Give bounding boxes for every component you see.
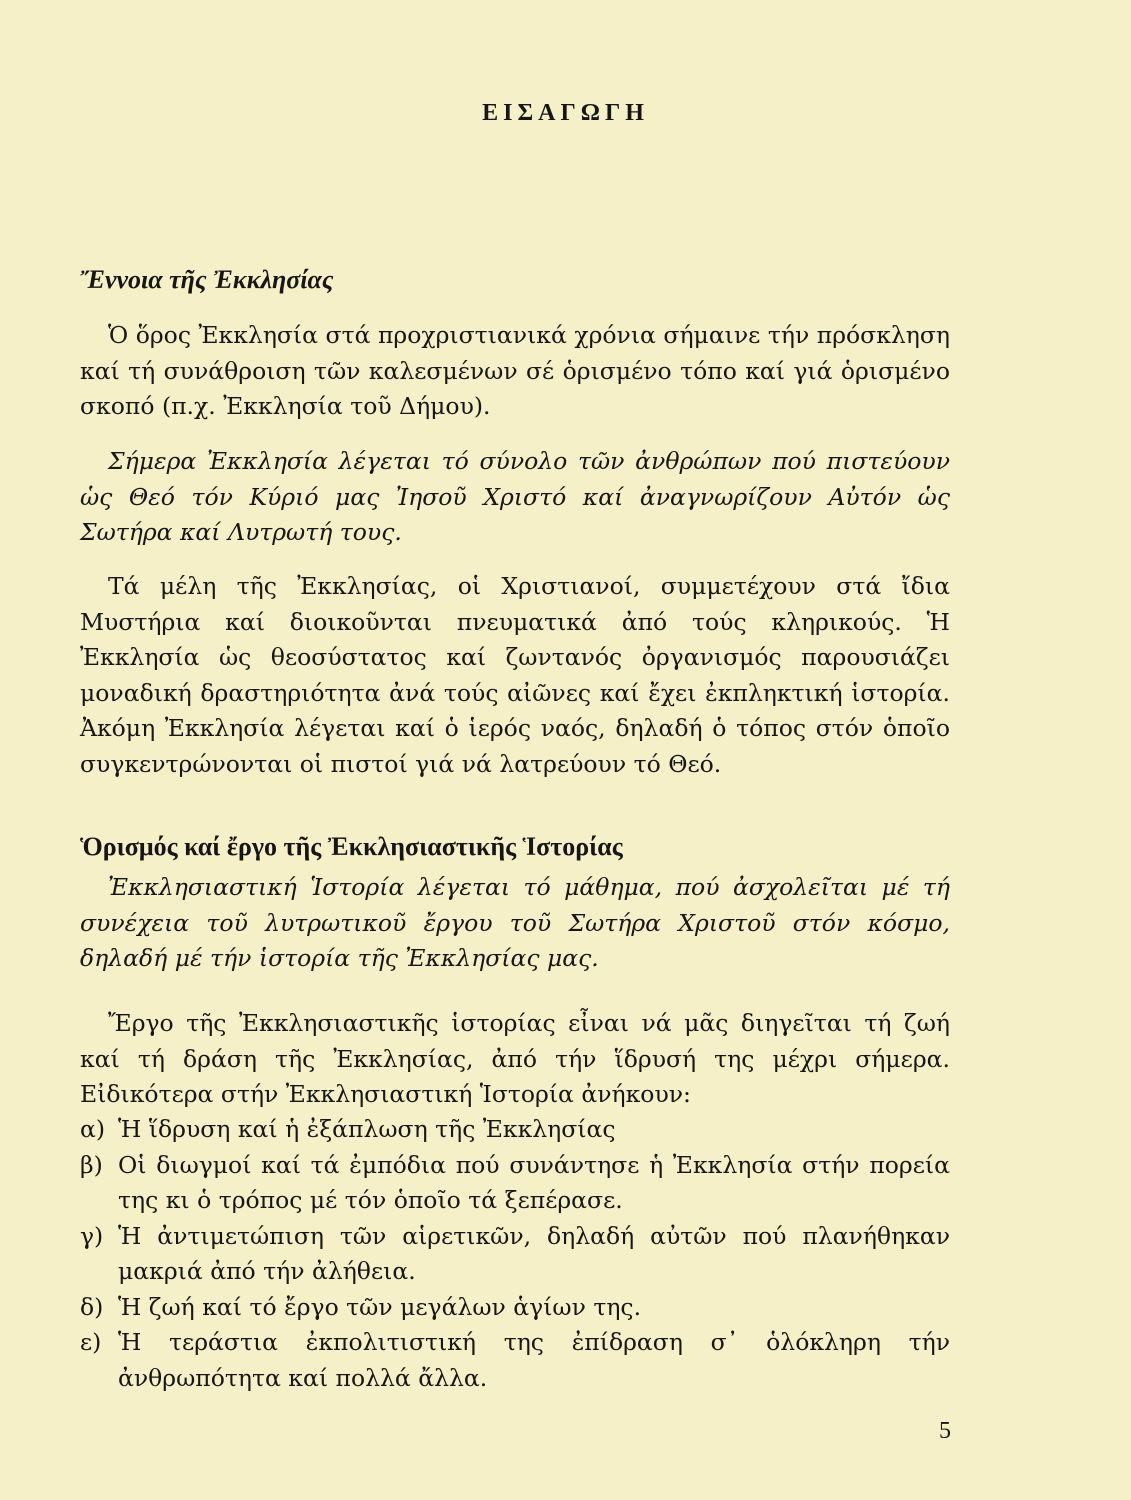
list-item	[80, 1290, 950, 1326]
list-item	[80, 1325, 950, 1396]
list-marker: α)	[80, 1115, 106, 1143]
list-marker: γ)	[80, 1221, 104, 1250]
list-item-text: Ἡ ἀντιμετώπιση τῶν αἱρετικῶν, δηλαδή αὐτῶν πού πλανήθηκαν μακριά ἀπό τήν ἀλήθεια.	[118, 1221, 950, 1285]
list-item	[80, 1219, 950, 1290]
list-item-text: Ἡ ζωή καί τό ἔργο τῶν μεγάλων ἁγίων της.	[118, 1292, 642, 1321]
paragraph-church-today: Σήμερα Ἐκκλησία λέγεται τό σύνολο τῶν ἀνθρώπων πού πιστεύουν ὡς Θεό τόν Κύριό μας Ἰησοῦ Χριστό καί ἀναγνωρίζουν Αὐτόν ὡς Σωτήρα καί Λυτρωτή τους.	[80, 447, 950, 546]
list-item-text: Ἡ ἵδρυση καί ἡ ἐξάπλωση τῆς Ἐκκλησίας	[118, 1115, 616, 1143]
list-marker: δ)	[80, 1292, 104, 1321]
page-number: 5	[939, 1418, 951, 1444]
paragraph-church-members: Τά μέλη τῆς Ἐκκλησίας, οἱ Χριστιανοί, συμμετέχουν στά ἴδια Μυστήρια καί διοικοῦνται πνευματικά ἀπό τούς κληρικούς. Ἡ Ἐκκλησία ὡς θεοσύστατος καί ζωντανός ὀργανισμός παρουσιάζει μοναδική δραστηριότητα ἀνά τούς αἰῶνες καί ἔχει ἐκπληκτική ἱστορία. Ἀκόμη Ἐκκλησία λέγεται καί ὁ ἱερός ναός, δηλαδή ὁ τόπος στόν ὁποῖο συγκεντρώνονται οἱ πιστοί γιά νά λατρεύουν τό Θεό.	[80, 572, 950, 778]
section-heading-church-concept: Ἔννοια τῆς Ἐκκλησίας	[80, 265, 334, 294]
list-item-text: Ἡ τεράστια ἐκπολιτιστική της ἐπίδραση σ᾽ ὁλόκληρη τήν ἀνθρωπότητα καί πολλά ἄλλα.	[118, 1328, 950, 1392]
list-marker: ε)	[80, 1328, 102, 1356]
paragraph-term-definition: Ὁ ὅρος Ἐκκλησία στά προχριστιανικά χρόνια σήμαινε τήν πρόσκληση καί τή συνάθροιση τῶν καλεσμένων σέ ὁρισμένο τόπο καί γιά ὁρισμένο σκοπό (π.χ. Ἐκκλησία τοῦ Δήμου).	[80, 321, 950, 420]
list-marker: β)	[80, 1150, 103, 1179]
page-title: ΕΙΣΑΓΩΓΗ	[482, 100, 649, 126]
paragraph-history-definition: Ἐκκλησιαστική Ἱστορία λέγεται τό μάθημα, πού ἀσχολεῖται μέ τή συνέχεια τοῦ λυτρωτικοῦ ἔργου τοῦ Σωτήρα Χριστοῦ στόν κόσμο, δηλαδή μέ τήν ἱστορία τῆς Ἐκκλησίας μας.	[80, 873, 950, 972]
topics-list	[80, 1112, 950, 1396]
list-item-text: Οἱ διωγμοί καί τά ἐμπόδια πού συνάντησε ἡ Ἐκκλησία στήν πορεία της κι ὁ τρόπος μέ τόν ὁποῖο τά ξεπέρασε.	[118, 1150, 950, 1214]
paragraph-history-work: Ἔργο τῆς Ἐκκλησιαστικῆς ἱστορίας εἶναι νά μᾶς διηγεῖται τή ζωή καί τή δράση τῆς Ἐκκλησίας, ἀπό τήν ἵδρυσή της μέχρι σήμερα. Εἰδικότερα στήν Ἐκκλησιαστική Ἱστορία ἀνήκουν:	[80, 1009, 950, 1108]
section-heading-church-history: Ὁρισμός καί ἔργο τῆς Ἐκκλησιαστικῆς Ἱστορίας	[80, 832, 623, 861]
list-item	[80, 1112, 950, 1148]
list-item	[80, 1148, 950, 1219]
